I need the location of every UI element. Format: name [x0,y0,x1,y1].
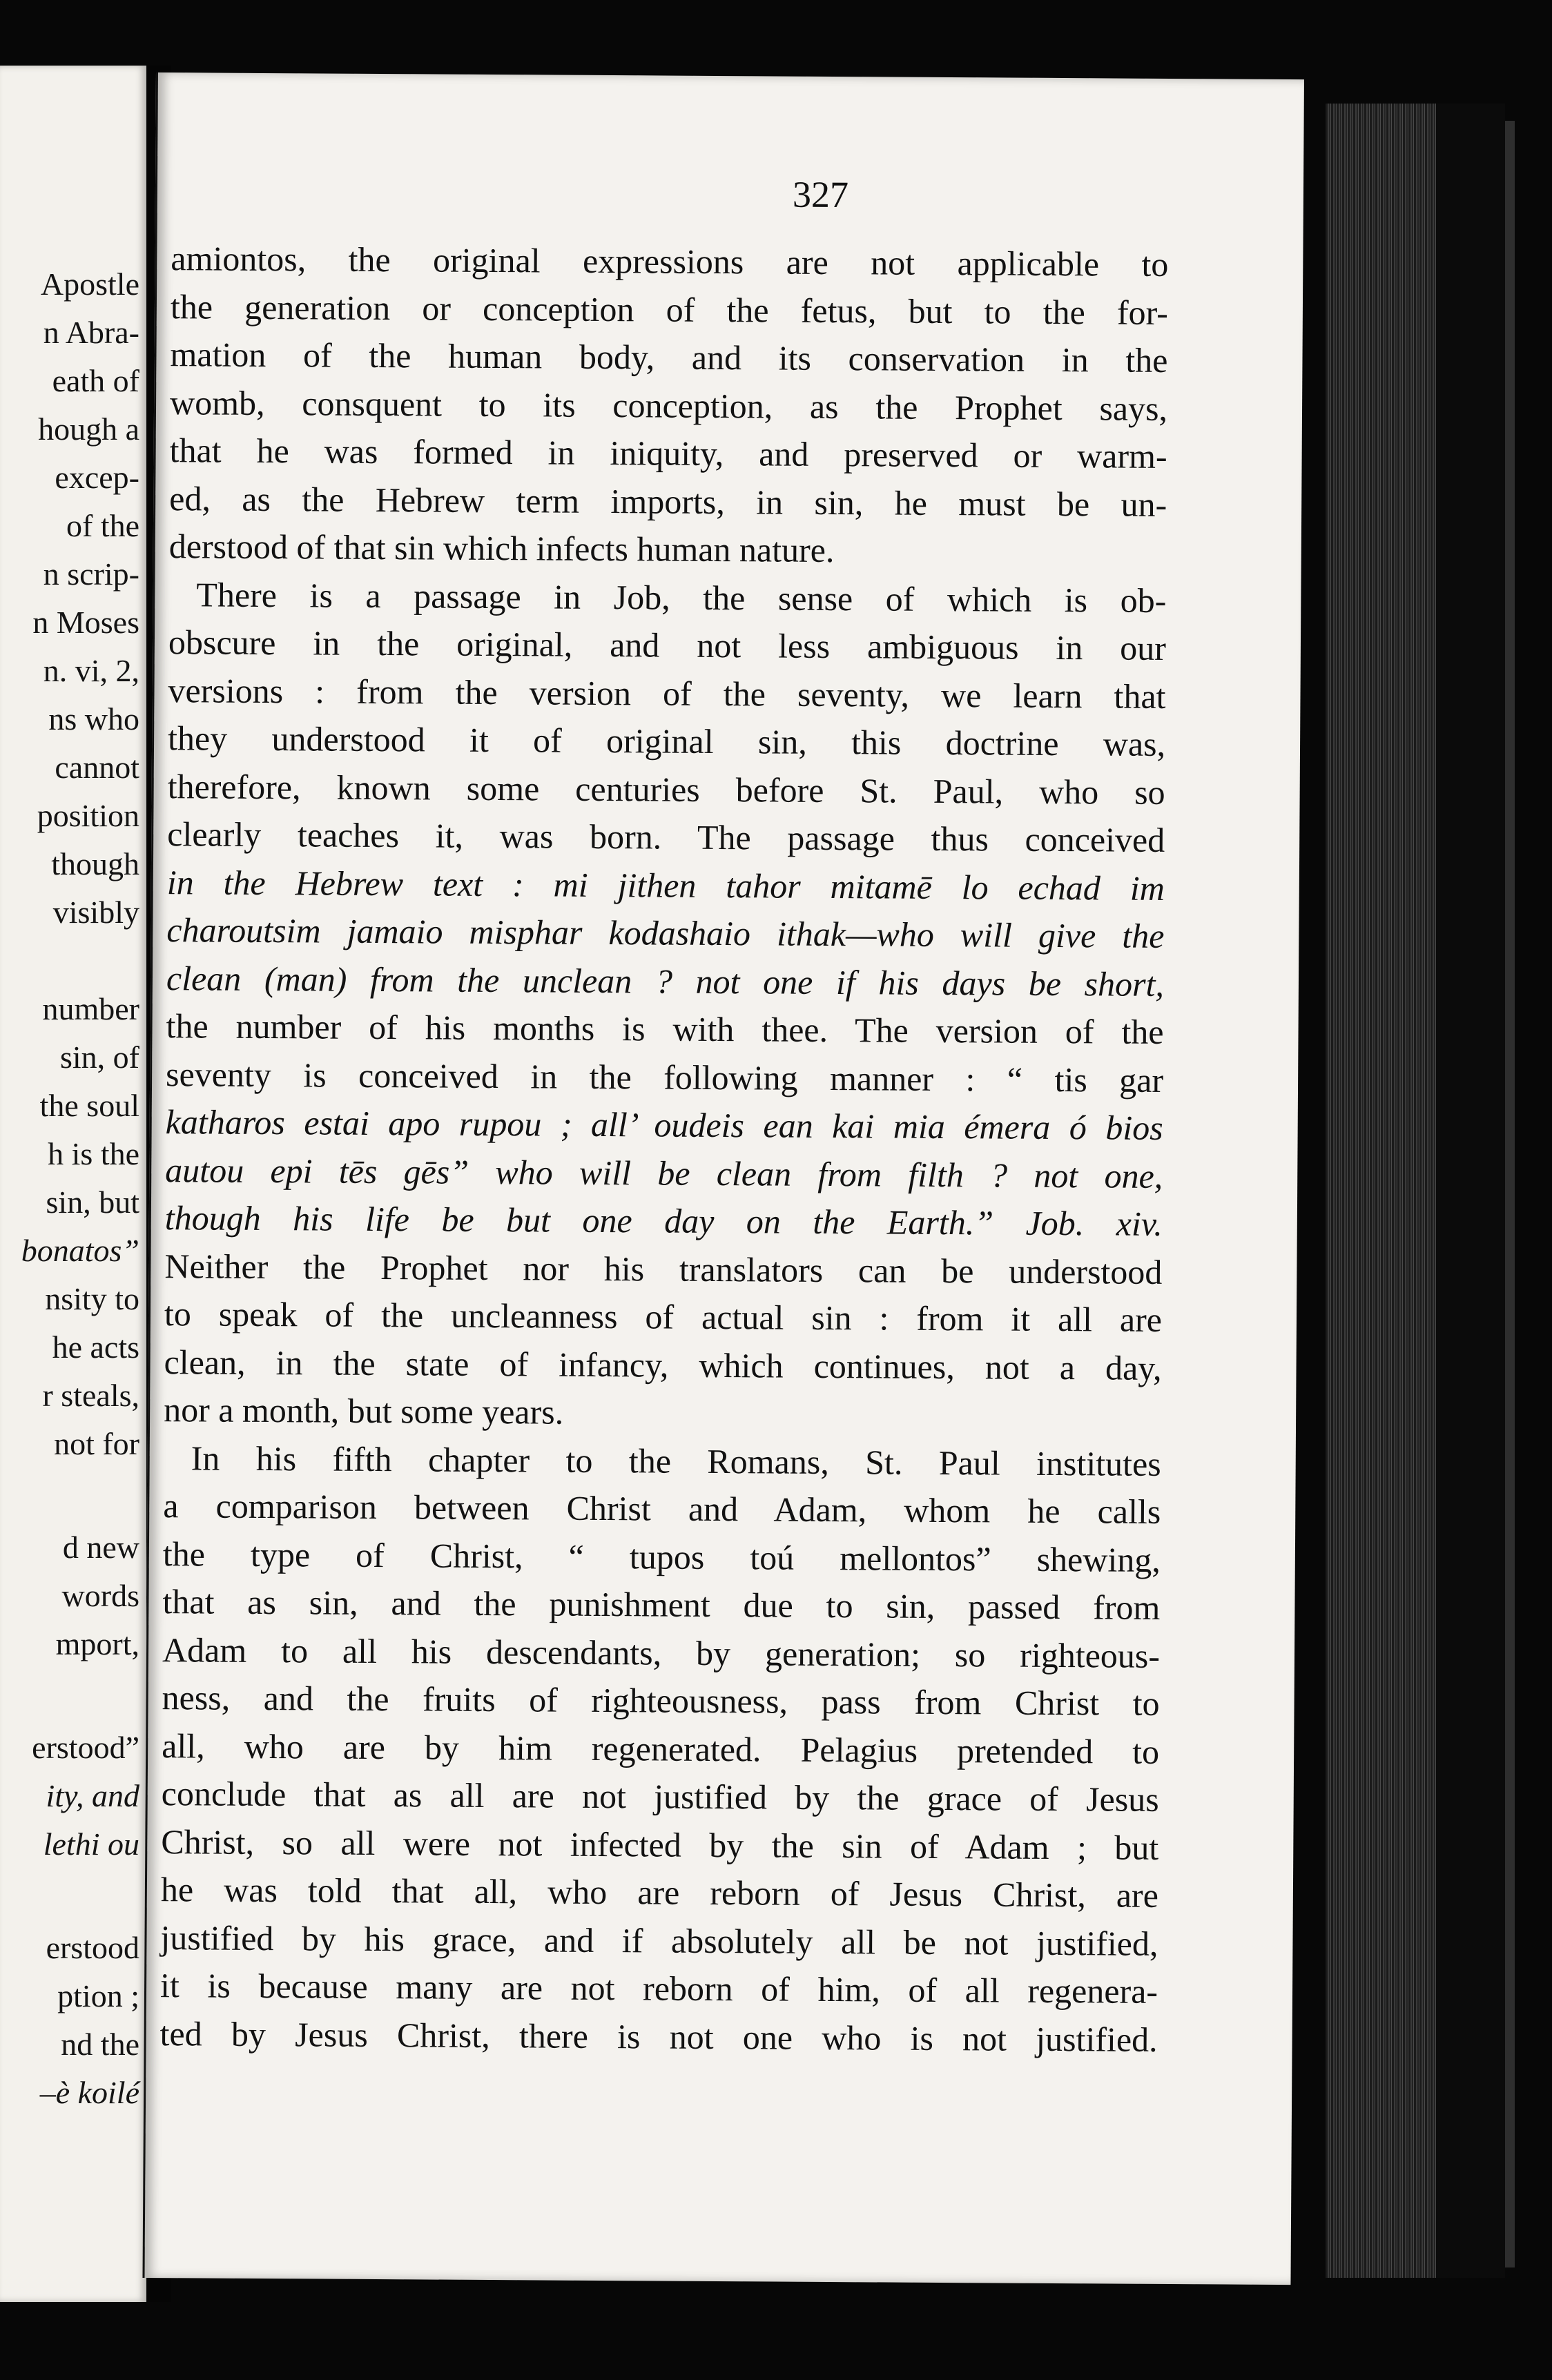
left-page-line: r steals, [42,1378,139,1413]
text-line: that as sin, and the punishment due to sin, passed from [162,1582,1161,1627]
left-page-line: not for [54,1426,139,1461]
text-line: Christ, so all were not infected by the sin of Adam ; but [161,1822,1159,1867]
left-page-line: words [61,1578,139,1613]
text-line: he was told that all, who are reborn of Jesus Christ, are [160,1870,1159,1915]
text-line: to speak of the uncleanness of actual sin : from it all are [164,1294,1163,1339]
text-line: the number of his months is with thee. The version of the [166,1006,1164,1051]
text-line: that he was formed in iniquity, and preserved or warm- [169,431,1167,476]
left-page-line: visibly [52,895,139,930]
text-line: mation of the human body, and its conservation in the [170,335,1168,380]
text-line: nor a month, but some years. [163,1390,564,1432]
left-page-line: position [37,798,139,833]
text-line: ness, and the fruits of righteousness, pass from Christ to [162,1678,1160,1723]
left-page-line: nsity to [45,1281,139,1316]
left-page-line: excep- [55,460,139,495]
text-line: versions : from the version of the seventy, we learn that [168,670,1166,716]
text-line: charoutsim jamaio misphar kodashaio ithak—who will give the [166,910,1165,955]
left-page-line: erstood [46,1930,139,1965]
body-text [159,235,1168,2064]
text-line: therefore, known some centuries before St. Paul, who so [167,766,1165,812]
left-page-line: bonatos” [21,1233,139,1268]
text-line: ted by Jesus Christ, there is not one who is not justified. [159,2013,1158,2059]
left-page-line: Apostle [40,266,139,302]
left-page-line: n scrip- [43,556,139,592]
left-page-line: cannot [55,750,139,785]
text-line: clean (man) from the unclean ? not one if his days be short, [166,958,1165,1004]
left-page-line: erstood” [32,1730,139,1765]
text-line: conclude that as all are not justified by the grace of Jesus [161,1774,1159,1819]
left-page-line: nd the [61,2027,139,2062]
text-line: autou epi tēs gēs” who will be clean from filth ? not one, [165,1150,1163,1196]
text-line: they understood it of original sin, this doctrine was, [167,719,1166,763]
text-line: in the Hebrew text : mi jithen tahor mitamē lo echad im [166,862,1165,908]
left-facing-page [0,66,146,2302]
left-page-line: lethi ou [43,1826,139,1862]
main-page [142,72,1303,2285]
text-line: amiontos, the original expressions are not applicable to [171,239,1169,284]
text-line: it is because many are not reborn of him, of all regenera- [159,1966,1158,2011]
left-page-line: though [51,846,139,881]
text-line: In his fifth chapter to the Romans, St. Paul institutes [191,1438,1161,1483]
left-page-line: number [42,991,139,1026]
left-page-line: sin, but [46,1184,139,1220]
left-page-line: hough a [38,411,139,447]
text-line: Adam to all his descendants, by generation; so righteous- [162,1630,1161,1675]
left-page-line: d new [62,1530,139,1565]
text-line: ed, as the Hebrew term imports, in sin, he must be un- [169,478,1167,524]
left-page-line: ption ; [57,1978,139,2013]
text-line: the generation or conception of the fetus, but to the for- [170,286,1169,332]
left-page-line: n. vi, 2, [43,653,139,688]
left-page-line: n Abra- [43,315,139,350]
left-page-line: mport, [55,1626,139,1661]
text-line: though his life be but one day on the Earth.” Job. xiv. [164,1198,1163,1243]
left-page-line: n Moses [32,605,139,640]
text-line: clean, in the state of infancy, which continues, not a day, [164,1342,1162,1387]
page-edges [1326,104,1436,2278]
text-line: justified by his grace, and if absolutely all be not justified, [160,1918,1158,1963]
left-page-line: he acts [52,1329,139,1365]
left-page-line: eath of [52,363,139,398]
left-page-line: the soul [39,1088,139,1123]
text-line: a comparison between Christ and Adam, whom he calls [163,1486,1161,1531]
text-line: clearly teaches it, was born. The passage thus conceived [167,815,1165,859]
text-line: katharos estai apo rupou ; all’ oudeis ean kai mia émera ó bios [165,1102,1163,1147]
page-edges-shadow [1436,104,1505,2278]
text-line: obscure in the original, and not less ambiguous in our [168,623,1167,667]
left-page-line: ns who [48,701,139,737]
left-page-line: of the [66,508,139,543]
text-line: There is a passage in Job, the sense of which is ob- [196,574,1167,620]
text-line: womb, consquent to its conception, as the Prophet says, [169,382,1168,428]
text-line: seventy is conceived in the following manner : “ tis gar [165,1054,1164,1100]
text-line: Neither the Prophet nor his translators can be understood [164,1246,1163,1291]
left-page-line: ity, and [46,1778,139,1813]
text-line: all, who are by him regenerated. Pelagius pretended to [162,1726,1160,1771]
text-line: derstood of that sin which infects human nature. [168,527,835,570]
left-page-line: sin, of [60,1040,139,1075]
book-cover-edge [1505,121,1515,2267]
text-line: the type of Christ, “ tupos toú mellontos” shewing, [162,1534,1161,1579]
page-number: 327 [792,173,849,216]
left-page-line: h is the [48,1136,139,1171]
left-page-line: –è koilé [39,2075,139,2110]
